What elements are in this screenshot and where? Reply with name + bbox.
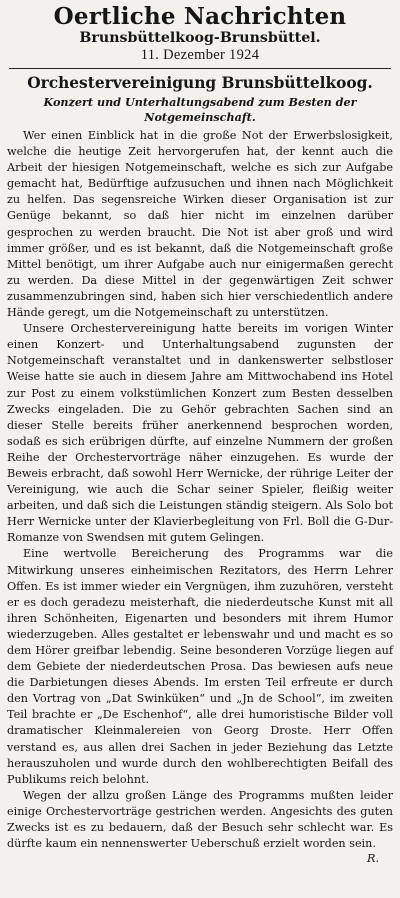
paragraph: Eine wertvolle Bereicherung des Programms war die Mitwirkung unseres einheimischen Rezitators, des Herrn Lehrer Offen. Es ist immer wieder ein Vergnügen, ihm zuzuhören, versteht er es doch geradezu meisterhaft, die niederdeutsche Kunst mit all ihren Schönheiten, Eigenarten und besonders mit ihrem Humor wiederzugeben. Alles gestaltet er lebenswahr und und macht es so dem Hörer greifbar lebendig. Seine besonderen Vorzüge liegen auf dem Gebiete der niederdeutschen Prosa. Das bewiesen aufs neue die Darbietungen dieses Abends. Im ersten Teil erfreute er durch den Vortrag von „Dat Swinküken“ und „Jn de School“, im zweiten Teil brachte er „De Eschenhof“, alle drei humoristische Bilder voll dramatischer Kleinmalereien von Georg Droste. Herr Offen verstand es, aus allen drei Sachen in jeder Beziehung das Letzte herauszuholen und wurde durch den wohlberechtigten Beifall des Publikums reich belohnt. [7, 547, 393, 786]
paragraph: Wegen der allzu großen Länge des Programms mußten leider einige Orchestervorträge gestrichen werden. Angesichts des guten Zwecks ist es zu bedauern, daß der Besuch sehr schlecht war. Es dürfte kaum ein nennenswerter Ueberschuß erzielt worden sein. [7, 788, 393, 851]
article-title: Orchestervereinigung Brunsbüttelkoog. [27, 74, 373, 92]
divider [9, 68, 391, 69]
issue-date: 11. Dezember 1924 [140, 47, 260, 63]
section-location: Brunsbüttelkoog-Brunsbüttel. [79, 30, 321, 46]
article-subtitle: Konzert und Unterhaltungsabend zum Besten der Notgemeinschaft. [43, 95, 357, 124]
paragraph: Unsere Orchestervereinigung hatte bereits im vorigen Winter einen Konzert- und Unterhaltungsabend zugunsten der Notgemeinschaft veranstaltet und in dankenswerter selbstloser Weise hatte sie auch in diesem Jahre am Mittwochabend ins Hotel zur Post zu einem volkstümlichen Konzert zum Besten desselben Zwecks eingeladen. Die zu Gehör gebrachten Sachen sind an dieser Stelle bereits früher anerkennend besprochen worden, sodaß es sich erübrigen dürfte, auf einzelne Nummern der großen Reihe der Orchestervorträge näher einzugehen. Es wurde der Beweis erbracht, daß sowohl Herr Wernicke, der rührige Leiter der Vereinigung, wie auch die Schar seiner Spieler, fleißig weiter arbeiten, und daß sich die Leistungen ständig steigern. Als Solo bot Herr Wernicke unter der Klavierbegleitung von Frl. Boll die G-Dur-Romanze von Swendsen mit gutem Gelingen. [7, 322, 393, 545]
section-title: Oertliche Nachrichten [53, 3, 347, 30]
author-signature: R. [367, 852, 379, 866]
article-body [7, 128, 393, 852]
paragraph: Wer einen Einblick hat in die große Not der Erwerbslosigkeit, welche die heutige Zeit hervorgerufen hat, der kennt auch die Arbeit der hiesigen Notgemeinschaft, welche es sich zur Aufgabe gemacht hat, Bedürftige aufzusuchen und ihnen nach Möglichkeit zu helfen. Das segensreiche Wirken dieser Organisation ist zur Genüge bekannt, so daß hier nicht im einzelnen darüber gesprochen zu werden braucht. Die Not ist aber groß und wird immer größer, und es ist bekannt, daß die Notgemeinschaft große Mittel benötigt, um ihrer Aufgabe auch nur einigermaßen gerecht zu werden. Da diese Mittel in der gegenwärtigen Zeit schwer zusammenzubringen sind, haben sich hier verschiedentlich andere Hände geregt, um die Notgemeinschaft zu unterstützen. [7, 129, 393, 320]
masthead [7, 4, 393, 64]
